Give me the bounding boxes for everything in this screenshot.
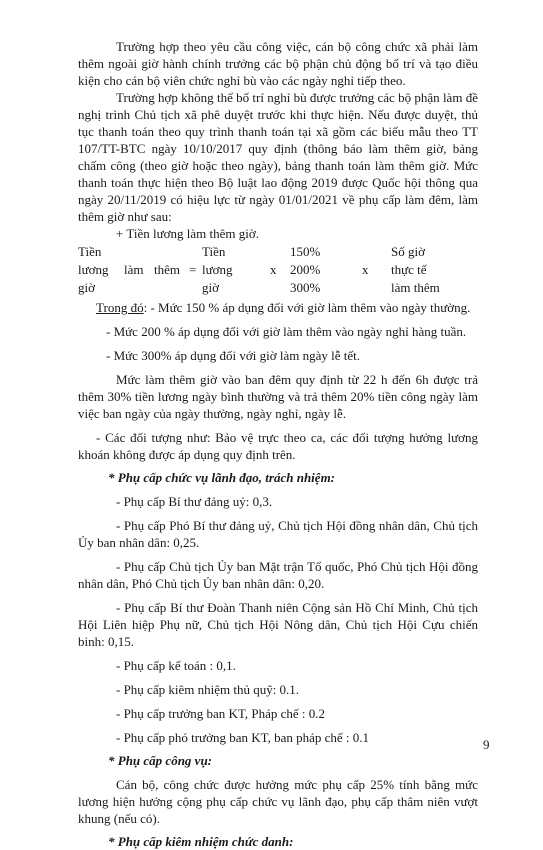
note-label: Trong đó: [96, 300, 144, 315]
formula-equals-sign: =: [189, 262, 197, 277]
formula-hours-word-1: Số giờ: [391, 244, 425, 259]
note-text-150: : - Mức 150 % áp dụng đối với giờ làm thêm vào ngày thường.: [143, 300, 471, 315]
paragraph-public-service-allowance: Cán bộ, công chức được hưởng mức phụ cấp 25% tính bằng mức lương hiện hưởng cộng phụ cấp chức vụ lãnh đạo, phụ cấp thâm niên vượt khung (nếu có).: [78, 777, 478, 826]
section-title-public-service-allowance: * Phụ cấp công vụ:: [108, 753, 212, 768]
formula-wage-word-1: Tiền: [202, 244, 226, 259]
formula-left-word-4: thêm: [154, 262, 180, 277]
formula-hours-word-3: làm thêm: [391, 280, 440, 295]
allowance-item: - Phụ cấp kế toán : 0,1.: [116, 658, 236, 673]
allowance-item: - Phụ cấp Bí thư đảng uỷ: 0,3.: [116, 494, 273, 509]
note-line-150: [78, 299, 478, 316]
formula-left-word-2: lương: [78, 262, 109, 277]
formula-rate-200: 200%: [290, 262, 321, 277]
allowance-item: - Phụ cấp kiêm nhiệm thủ quỹ: 0.1.: [116, 682, 300, 697]
formula-left-word-3: làm: [124, 262, 144, 277]
formula-left-word-1: Tiền: [78, 244, 102, 259]
formula-wage-word-3: giờ: [202, 280, 219, 295]
formula-multiply-sign-2: x: [362, 262, 369, 277]
paragraph-excluded-staff: - Các đối tượng như: Bảo vệ trực theo ca, các đối tượng hưởng lương khoán không được áp dụng quy định trên.: [78, 430, 478, 462]
page-number: 9: [483, 737, 490, 752]
formula-wage-word-2: lương: [202, 262, 233, 277]
section-title-leadership-allowance: * Phụ cấp chức vụ lãnh đạo, trách nhiệm:: [108, 470, 336, 485]
note-line-300: - Mức 300% áp dụng đối với giờ làm ngày lễ tết.: [106, 348, 361, 363]
formula-multiply-sign-1: x: [270, 262, 277, 277]
formula-left-word-5: giờ: [78, 280, 95, 295]
allowance-item: - Phụ cấp trưởng ban KT, Pháp chế : 0.2: [116, 706, 325, 721]
paragraph-overtime-compensatory-leave: Trường hợp theo yêu cầu công việc, cán bộ công chức xã phải làm thêm ngoài giờ hành chính trưởng các bộ phận chủ động bố trí và tạo điều kiện cho cán bộ viên chức nghỉ bù vào các ngày nghỉ tiếp theo.: [78, 39, 478, 88]
formula-hours-word-2: thực tế: [391, 262, 427, 277]
formula-rate-300: 300%: [290, 280, 321, 295]
allowance-item: - Phụ cấp Bí thư Đoàn Thanh niên Cộng sản Hồ Chí Minh, Chủ tịch Hội Liên hiệp Phụ nữ, Chủ tịch Hội Nông dân, Chủ tịch Hội Cựu chiến binh: 0,15.: [78, 600, 478, 649]
overtime-formula: [78, 243, 478, 297]
paragraph-overtime-wage-heading: + Tiền lương làm thêm giờ.: [116, 226, 259, 241]
note-line-200: - Mức 200 % áp dụng đối với giờ làm thêm vào ngày nghỉ hàng tuần.: [106, 324, 467, 339]
allowance-item: - Phụ cấp Chủ tịch Ủy ban Mặt trận Tổ quốc, Phó Chủ tịch Hội đồng nhân dân, Phó Chủ tịch Ủy ban nhân dân: 0,20.: [78, 559, 478, 591]
formula-rate-150: 150%: [290, 244, 321, 259]
paragraph-night-overtime: Mức làm thêm giờ vào ban đêm quy định từ 22 h đến 6h được trả thêm 30% tiền lương ngày bình thường và trả thêm 20% tiền công ngày làm việc ban ngày của ngày thường, ngày nghỉ, ngày lễ.: [78, 372, 478, 421]
allowance-item: - Phụ cấp Phó Bí thư đảng uỷ, Chủ tịch Hội đồng nhân dân, Chủ tịch Ủy ban nhân dân: 0,25.: [78, 518, 478, 550]
page-content: [78, 38, 478, 850]
section-title-concurrent-position-allowance: * Phụ cấp kiêm nhiệm chức danh:: [108, 834, 294, 849]
allowance-item: - Phụ cấp phó trưởng ban KT, ban pháp chế : 0.1: [116, 730, 370, 745]
paragraph-overtime-payment: Trường hợp không thể bố trí nghỉ bù được trưởng các bộ phận làm đề nghị trình Chủ tịch xã phê duyệt trước khi thực hiện. Nếu được duyệt, thủ tục thanh toán theo quy trình thanh toán tại xã gồm các biểu mẫu theo TT 107/TT-BTC ngày 10/10/2017 quy định (thông báo làm thêm giờ, bảng chấm công (theo giờ hoặc theo ngày), bảng thanh toán làm thêm giờ. Mức thanh toán thực hiện theo Bộ luật lao động 2019 được Quốc hội thông qua ngày 20/11/2019 có hiệu lực từ ngày 01/01/2021 về phụ cấp làm đêm, làm thêm giờ như sau:: [78, 90, 478, 224]
